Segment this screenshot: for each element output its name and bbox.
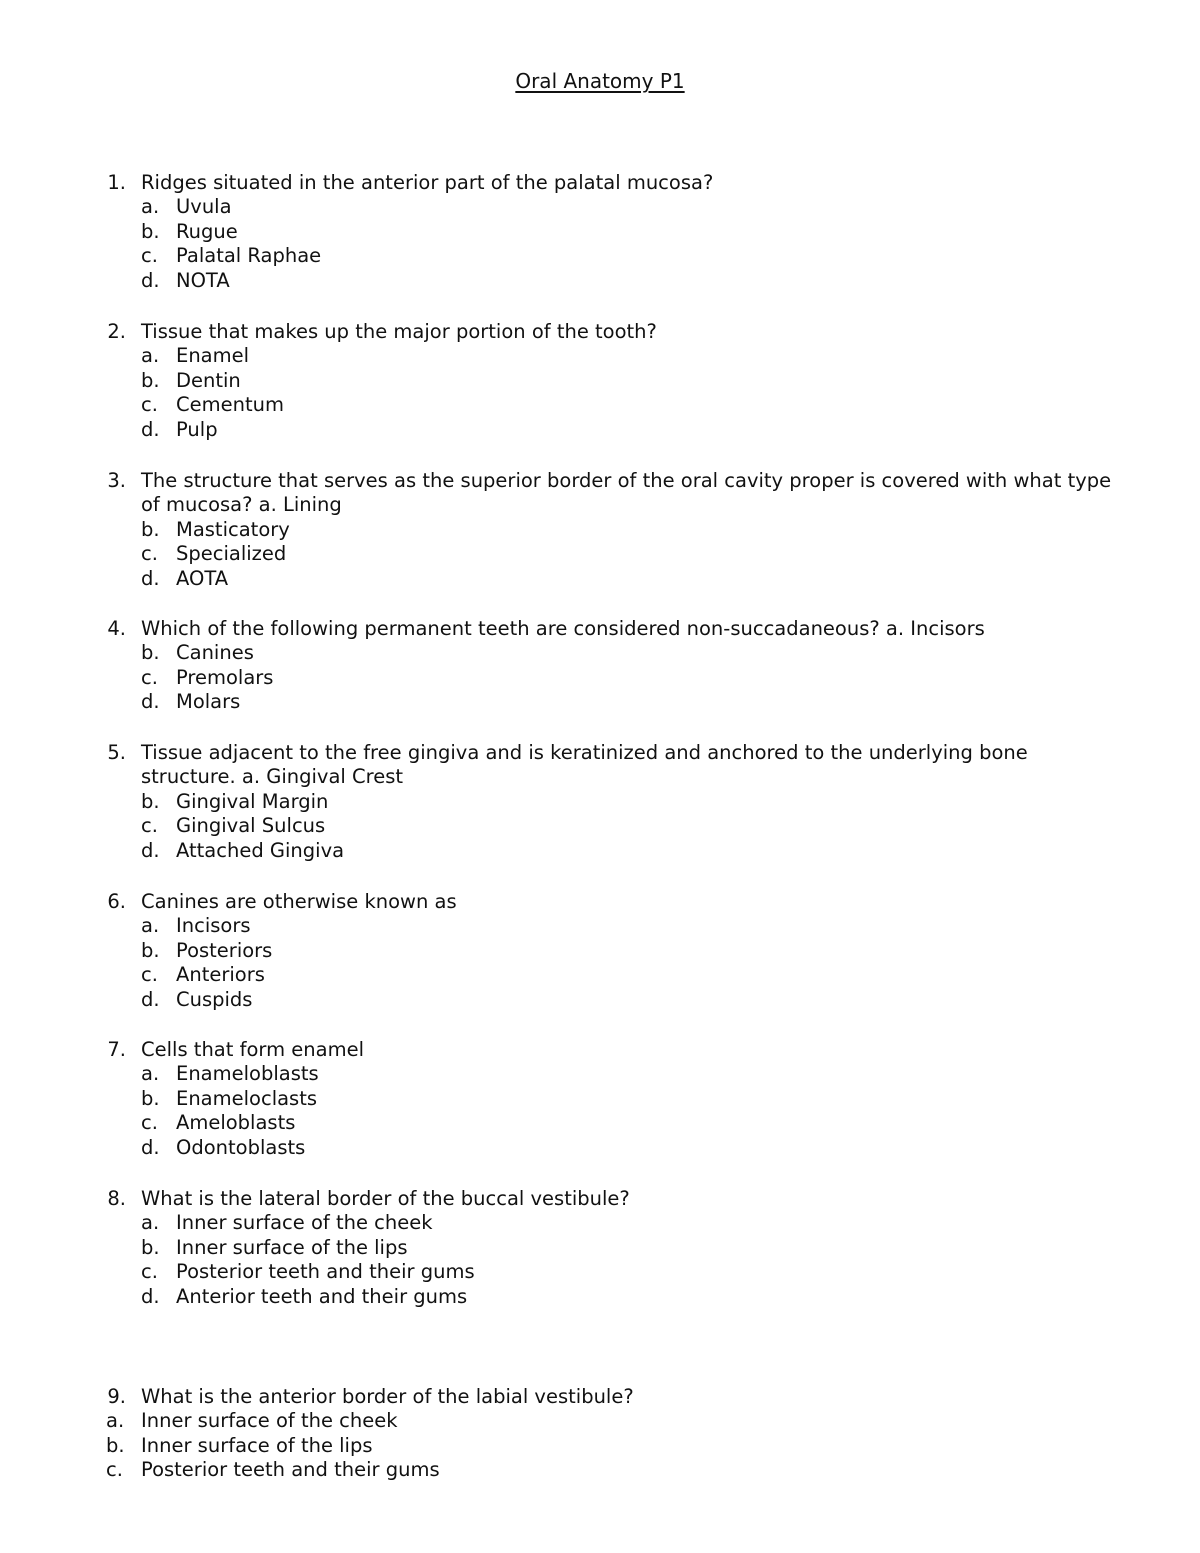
answer-option: Enameloblasts: [176, 1062, 319, 1086]
answer-option: Posterior teeth and their gums: [141, 1458, 440, 1482]
answer-option: Inner surface of the cheek: [141, 1409, 398, 1433]
option-letter: a.: [141, 195, 160, 219]
option-letter: c.: [141, 665, 158, 689]
answer-option: Enamel: [176, 344, 250, 368]
option-letter: b.: [141, 219, 160, 243]
option-letter: b.: [141, 517, 160, 541]
answer-option: Odontoblasts: [176, 1135, 306, 1159]
question-text: What is the lateral border of the buccal vestibule?: [141, 1187, 630, 1210]
question-text: structure. a. Gingival Crest: [141, 765, 404, 789]
option-letter: d.: [141, 417, 160, 441]
option-letter: a.: [141, 1211, 160, 1235]
question-number: 2.: [107, 320, 126, 343]
option-letter: b.: [141, 641, 160, 665]
answer-option: Premolars: [176, 665, 274, 689]
option-letter: d.: [141, 987, 160, 1011]
answer-option: Uvula: [176, 195, 232, 219]
answer-option: Specialized: [176, 542, 287, 566]
answer-option: Pulp: [176, 417, 218, 441]
answer-option: Dentin: [176, 368, 241, 392]
answer-option: Gingival Margin: [176, 789, 329, 813]
answer-option: Anteriors: [176, 963, 265, 987]
question-number: 3.: [107, 469, 126, 492]
question-text: What is the anterior border of the labial vestibule?: [141, 1385, 634, 1408]
option-letter: d.: [141, 268, 160, 292]
option-letter: c.: [141, 244, 158, 268]
question-text: Ridges situated in the anterior part of the palatal mucosa?: [141, 171, 714, 194]
option-letter: a.: [141, 914, 160, 938]
option-letter: d.: [141, 690, 160, 714]
option-letter: a.: [141, 344, 160, 368]
question-number: 1.: [107, 171, 126, 194]
option-letter: b.: [106, 1433, 125, 1457]
question-number: 7.: [107, 1038, 126, 1061]
answer-option: Cuspids: [176, 987, 253, 1011]
answer-option: Cementum: [176, 393, 284, 417]
answer-option: Attached Gingiva: [176, 838, 345, 862]
document-title: [0, 68, 1200, 94]
option-letter: d.: [141, 838, 160, 862]
option-letter: a.: [106, 1409, 125, 1433]
option-letter: b.: [141, 368, 160, 392]
answer-option: Incisors: [176, 914, 251, 938]
option-letter: c.: [141, 814, 158, 838]
option-letter: c.: [141, 542, 158, 566]
answer-option: Anterior teeth and their gums: [176, 1284, 468, 1308]
question-number: 9.: [107, 1385, 126, 1408]
option-letter: c.: [141, 393, 158, 417]
question-number: 6.: [107, 890, 126, 913]
option-letter: b.: [141, 1086, 160, 1110]
answer-option: Molars: [176, 690, 241, 714]
answer-option: Enameloclasts: [176, 1086, 318, 1110]
question-text: Tissue adjacent to the free gingiva and is keratinized and anchored to the underlying bone: [141, 741, 1028, 764]
option-letter: b.: [141, 789, 160, 813]
option-letter: d.: [141, 1284, 160, 1308]
question-text: The structure that serves as the superior border of the oral cavity proper is covered with what type: [141, 469, 1112, 492]
option-letter: b.: [141, 938, 160, 962]
question-text: Which of the following permanent teeth are considered non-succadaneous? a. Incisors: [141, 617, 985, 640]
answer-option: Gingival Sulcus: [176, 814, 326, 838]
answer-option: Inner surface of the cheek: [176, 1211, 433, 1235]
answer-option: NOTA: [176, 268, 230, 292]
document-title-text: Oral Anatomy P1: [515, 69, 685, 93]
option-letter: c.: [141, 1111, 158, 1135]
question-text: Cells that form enamel: [141, 1038, 364, 1061]
answer-option: Posteriors: [176, 938, 273, 962]
answer-option: Masticatory: [176, 517, 290, 541]
answer-option: Inner surface of the lips: [141, 1433, 373, 1457]
option-letter: c.: [106, 1458, 123, 1482]
answer-option: Palatal Raphae: [176, 244, 322, 268]
question-text: Canines are otherwise known as: [141, 890, 457, 913]
answer-option: Canines: [176, 641, 254, 665]
question-text: Tissue that makes up the major portion of the tooth?: [141, 320, 657, 343]
answer-option: Posterior teeth and their gums: [176, 1260, 475, 1284]
question-number: 5.: [107, 741, 126, 764]
answer-option: AOTA: [176, 566, 229, 590]
option-letter: c.: [141, 963, 158, 987]
question-number: 8.: [107, 1187, 126, 1210]
answer-option: Rugue: [176, 219, 238, 243]
answer-option: Inner surface of the lips: [176, 1235, 408, 1259]
option-letter: a.: [141, 1062, 160, 1086]
option-letter: b.: [141, 1235, 160, 1259]
option-letter: c.: [141, 1260, 158, 1284]
question-number: 4.: [107, 617, 126, 640]
question-text: of mucosa? a. Lining: [141, 493, 342, 517]
option-letter: d.: [141, 1135, 160, 1159]
option-letter: d.: [141, 566, 160, 590]
answer-option: Ameloblasts: [176, 1111, 296, 1135]
